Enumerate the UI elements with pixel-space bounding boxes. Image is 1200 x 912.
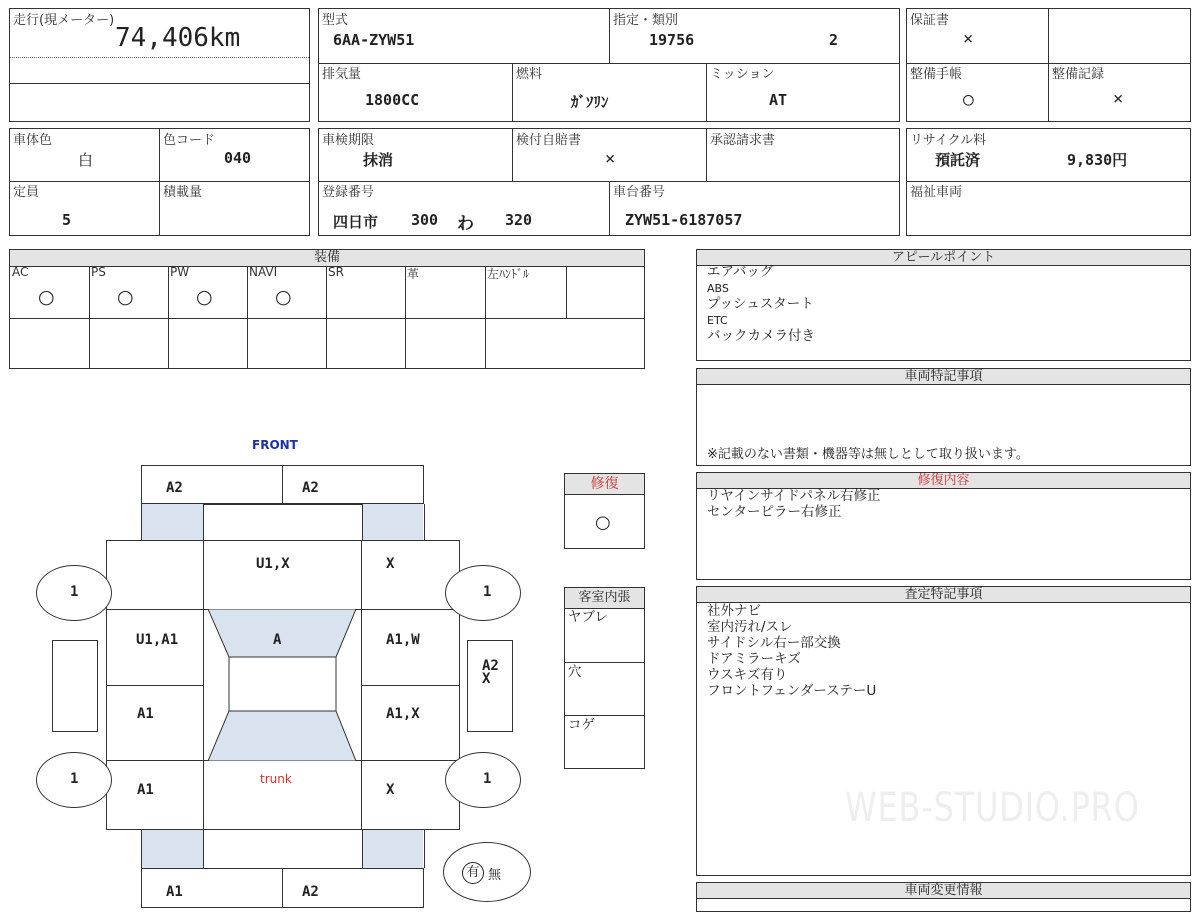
recycle-box (906, 128, 1191, 236)
repair-box (564, 473, 645, 549)
capacity-label: 定員 (13, 185, 40, 200)
wheel-front-right-code: 1 (483, 584, 492, 600)
quarter-right-code: X (386, 782, 395, 798)
warranty-value: × (963, 29, 974, 49)
fuel-label: 燃料 (516, 67, 543, 82)
rear-bumper-left-code: A1 (166, 884, 183, 900)
roof-code: A (273, 632, 282, 648)
body-color-label: 車体色 (13, 133, 53, 148)
front-bumper-left-code: A2 (166, 480, 183, 496)
special-notes-title: 車両特記事項 (697, 369, 1190, 385)
repair-details-box (696, 472, 1191, 580)
registration-city: 四日市 (333, 213, 379, 231)
interior-hole: 穴 (568, 664, 582, 680)
front-bumper-right-code: A2 (302, 480, 319, 496)
interior-burn: コゲ (568, 717, 595, 733)
interior-title: 客室内張 (565, 588, 644, 609)
capacity-value: 5 (62, 211, 72, 229)
watermark: WEB-STUDIO.PRO (845, 785, 1140, 831)
insurance-value: × (605, 149, 616, 169)
right-side-panel (467, 640, 513, 732)
car-diagram (0, 430, 560, 900)
chassis-label: 車台番号 (613, 185, 666, 200)
model-value: 6AA-ZYW51 (333, 31, 415, 49)
assessment-title: 査定特記事項 (697, 587, 1190, 603)
recycle-status: 預託済 (935, 151, 981, 169)
wheel-rear-left-code: 1 (70, 771, 79, 787)
assessment-line: 社外ナビ (707, 603, 761, 619)
hood-code: U1,X (256, 556, 290, 572)
equipment-label-sr: SR (328, 265, 344, 279)
body-color-value: 白 (78, 151, 94, 169)
service-book-label: 整備手帳 (910, 67, 963, 82)
wheel-rear-right-code: 1 (483, 771, 492, 787)
equipment-label-左ﾊﾝﾄﾞﾙ: 左ﾊﾝﾄﾞﾙ (487, 267, 530, 281)
documents-box (906, 8, 1191, 122)
warranty-label: 保証書 (910, 13, 950, 28)
change-info-box (696, 882, 1191, 912)
assessment-box (696, 586, 1191, 876)
appeal-line: ETC (707, 314, 728, 327)
insurance-label: 検付自賠書 (516, 133, 582, 148)
registration-number: 320 (505, 211, 533, 229)
right-side-panel-code: A2 X (482, 658, 499, 687)
displacement-value: 1800CC (365, 91, 420, 109)
interior-tear: ヤブレ (568, 609, 608, 625)
equipment-value-pw: ○ (196, 286, 213, 308)
service-record-label: 整備記録 (1052, 67, 1105, 82)
windshield-roof (203, 609, 361, 761)
appeal-box (696, 249, 1191, 361)
equipment-label-pw: PW (170, 265, 190, 279)
mileage-value: 74,406km (115, 23, 241, 53)
spec-box (318, 8, 900, 122)
assessment-line: サイドシル右ー部交換 (707, 635, 841, 651)
transmission-label: ミッション (710, 67, 775, 82)
welfare-label: 福祉車両 (910, 185, 963, 200)
approval-label: 承認請求書 (710, 133, 776, 148)
change-info-title: 車両変更情報 (697, 883, 1190, 899)
equipment-label-革: 革 (407, 267, 420, 281)
front-fender-right-code: X (386, 556, 395, 572)
equipment-value-ps: ○ (117, 286, 134, 308)
spare-no: 無 (488, 868, 502, 883)
fuel-value: ｶﾞｿﾘﾝ (571, 93, 609, 111)
interior-box (564, 587, 645, 769)
left-side-panel (52, 640, 98, 732)
designation-number: 19756 (649, 31, 695, 49)
appeal-title: アピールポイント (697, 250, 1190, 266)
equipment-label-navi: NAVI (249, 265, 278, 279)
color-box (9, 128, 310, 236)
front-label: FRONT (252, 438, 298, 452)
rear-door-right-code: A1,X (386, 706, 420, 722)
repair-details-title: 修復内容 (697, 473, 1190, 489)
recycle-label: リサイクル料 (910, 133, 987, 148)
appeal-line: バックカメラ付き (707, 328, 815, 344)
registration-class: 300 (411, 211, 439, 229)
load-label: 積載量 (163, 185, 203, 200)
displacement-label: 排気量 (322, 67, 362, 82)
repair-value: ○ (595, 512, 611, 533)
assessment-line: ドアミラーキズ (707, 651, 801, 667)
quarter-left-code: A1 (137, 782, 154, 798)
repair-details-line: センターピラー右修正 (707, 503, 842, 520)
equipment-label-ac: AC (12, 265, 29, 279)
registration-label: 登録番号 (322, 185, 375, 200)
registration-kana: わ (457, 214, 474, 234)
service-book-value: ○ (963, 89, 974, 110)
rear-bumper-right-code: A2 (302, 884, 319, 900)
service-record-value: × (1113, 89, 1124, 109)
assessment-line: 室内汚れ/スレ (707, 619, 793, 635)
equipment-title: 装備 (10, 250, 644, 267)
assessment-line: ウスキズ有り (707, 667, 788, 683)
equipment-label-ps: PS (91, 265, 106, 279)
color-code-label: 色コード (163, 133, 216, 148)
mileage-box (9, 8, 310, 122)
model-label: 型式 (322, 13, 349, 28)
transmission-value: AT (769, 91, 788, 109)
spare-tire (443, 842, 531, 902)
inspection-value: 抹消 (363, 151, 394, 169)
registration-box (318, 128, 900, 236)
appeal-line: プッシュスタート (707, 296, 814, 312)
special-notes-note: ※記載のない書類・機器等は無しとして取り扱います。 (707, 447, 1029, 462)
appeal-line: ABS (707, 282, 729, 295)
special-notes-box (696, 368, 1191, 466)
repair-details-line: リヤインサイドパネル右修正 (707, 488, 881, 504)
designation-label: 指定・類別 (613, 13, 679, 28)
front-door-left-code: U1,A1 (136, 632, 179, 648)
equipment-value-navi: ○ (275, 286, 292, 308)
spare-yes: 有 (462, 862, 484, 884)
color-code-value: 040 (224, 149, 252, 167)
mileage-label: 走行(現メーター) (13, 13, 115, 28)
wheel-front-left-code: 1 (70, 584, 79, 600)
inspection-label: 車検期限 (322, 133, 375, 148)
trunk-label: trunk (260, 772, 292, 786)
rear-door-left-code: A1 (137, 706, 154, 722)
equipment-table (9, 249, 645, 369)
front-door-right-code: A1,W (386, 632, 420, 648)
class-number: 2 (829, 31, 839, 49)
appeal-line: エアバッグ (707, 264, 774, 280)
recycle-amount: 9,830円 (1067, 151, 1128, 169)
chassis-value: ZYW51-6187057 (625, 211, 743, 229)
repair-title: 修復 (565, 474, 644, 495)
assessment-line: フロントフェンダーステーU (707, 683, 877, 699)
equipment-value-ac: ○ (38, 286, 55, 308)
